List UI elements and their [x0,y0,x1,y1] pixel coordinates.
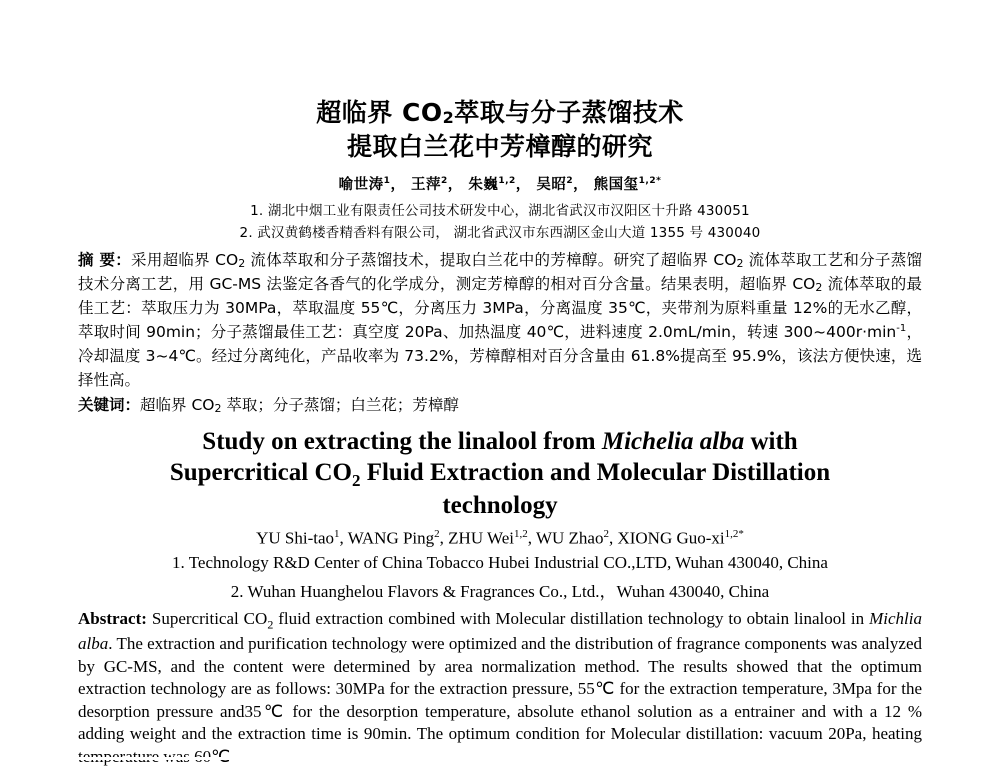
subscript-2: 2 [442,108,455,127]
chinese-keywords: 关键词：超临界 CO2 萃取；分子蒸馏；白兰花；芳樟醇 [78,395,459,415]
chinese-affiliation-1: 1. 湖北中烟工业有限责任公司技术研发中心，湖北省武汉市汉阳区十升路 430051 [250,202,750,219]
english-affiliation-2: 2. Wuhan Huanghelou Flavors & Fragrances Co., Ltd.，Wuhan 430040, China [230,581,770,601]
chinese-title-line2: 提取白兰花中芳樟醇的研究 [346,131,653,161]
english-title-line3: technology [442,492,558,520]
english-abstract-label: Abstract: [78,608,147,628]
chinese-title [78,96,922,164]
chinese-authors: 喻世涛$^1$， 王萍$^2$， 朱巍$^{1,2}$， 吴昭$^2$， 熊国玺$^{1,2*}$ [338,175,662,193]
chinese-title-line1: 超临界 CO2萃取与分子蒸馏技术 [316,98,684,127]
chinese-abstract-label: 摘 要： [78,250,132,269]
chinese-keywords-label: 关键词： [78,395,141,414]
english-title-line2: Supercritical $CO_2$ Fluid Extraction and Molecular Distillation [169,458,831,490]
english-authors: YU Shi-tao$^1$, WANG Ping$^2$, ZHU Wei$^{1,2}$, WU Zhao$^2$, XIONG Guo-$xi^{1,2*}$ [256,527,744,548]
chinese-affiliation-2: 2. 武汉黄鹤楼香精香料有限公司， 湖北省武汉市东西湖区金山大道 1355 号 430040 [239,224,761,241]
english-title [78,427,922,522]
english-abstract: Abstract: Supercritical $CO_2$ fluid extraction combined with Molecular distillation technology to obtain linalool in Michlia alba. The extraction and purification technology were optimized and the distribution of fragrance components was analyzed by GC-MS, and the content were determined by area normalization method. The results showed that the optimum extraction technology are as follows: 30MPa for the extraction pressure, 55℃ for the extraction temperature, 3Mpa for the desorption pressure and35℃ for the desorption temperature, absolute ethanol solution as a entrainer and with a 12 % adding weight and the extraction time is 90min. The optimum condition for Molecular distillation: vacuum 20Pa, heating [78,608,922,744]
english-affiliation-1: 1. Technology R&D Center of China Tobacco Hubei Industrial CO.,LTD, Wuhan 430040, China [172,552,828,572]
english-title-line1: Study on extracting the linalool from Michelia alba with [202,428,798,456]
chinese-abstract: 摘 要：采用超临界 CO2 流体萃取和分子蒸馏技术，提取白兰花中的芳樟醇。研究了超临界 CO2 流体萃取工艺和分子蒸馏技术分离工艺，用 GC-MS 法鉴定各香气的化学成分，测定芳樟醇的相对百分含量。结果表明，超临界 CO2 流体萃取的最佳工艺：萃取压力为 30MPa，萃取温度 55℃，分离压力 3MPa，分离温度 35℃，夹带剂为原料重量 12%的无水乙醇，萃取时间 90min；分子蒸馏最佳工艺：真空度 20Pa、加热温度 40℃，进料速度 2.0mL/min，转速 $300\sim 400r\cdot\min^{-1}$，冷却温度 3~4℃。经过分离纯化，产品收率为 73.2%，芳樟醇相对百分含量由 61.8%提高至 95.9%，该法方便快速，选择性高。 [78,250,922,389]
